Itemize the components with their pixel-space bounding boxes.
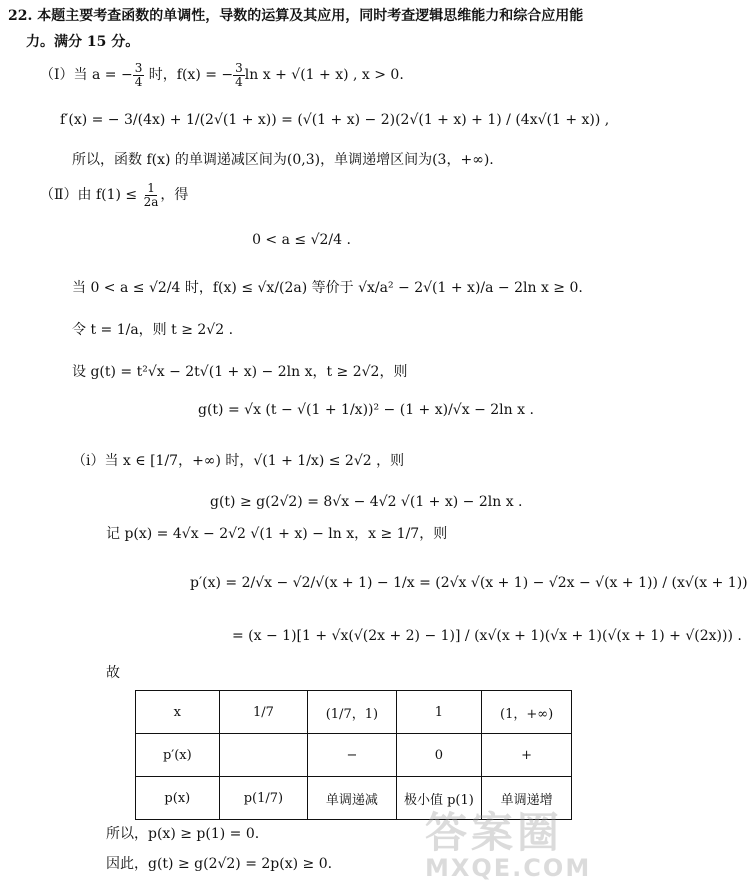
table-cell: 1/7 xyxy=(219,691,308,734)
table-row xyxy=(136,777,572,820)
table-cell: p(x) xyxy=(136,777,220,820)
part1-statement xyxy=(40,62,404,88)
table-row xyxy=(136,734,572,777)
part1-derivative: f′(x) = − 3/(4x) + 1/(2√(1 + x)) = (√(1 + x) − 2)(2√(1 + x) + 1) / (4x√(1 + x)) , xyxy=(60,112,610,128)
part2-let-t: 令 t = 1/a，则 t ≥ 2√2 . xyxy=(72,322,234,338)
table-cell: 单调递增 xyxy=(482,777,572,820)
part2-g-inequality: g(t) ≥ g(2√2) = 8√x − 4√2 √(1 + x) − 2ln x . xyxy=(210,494,523,510)
problem-intro-line1: 22. 本题主要考查函数的单调性，导数的运算及其应用，同时考查逻辑思维能力和综合应用能 xyxy=(8,8,584,24)
part2-define-g: 设 g(t) = t²√x − 2t√(1 + x) − 2ln x，t ≥ 2√2，则 xyxy=(72,364,408,380)
part2-tail: ，得 xyxy=(160,187,189,204)
table-cell: (1/7，1) xyxy=(308,691,396,734)
table-cell: + xyxy=(482,734,572,777)
part2-therefore: 故 xyxy=(106,665,120,681)
watermark-brand: 答案圈 xyxy=(425,808,564,857)
table-row xyxy=(136,691,572,734)
table-cell: 0 xyxy=(396,734,482,777)
sign-table xyxy=(135,690,572,820)
part2-g-form: g(t) = √x (t − √(1 + 1/x))² − (1 + x)/√x − 2ln x . xyxy=(198,402,534,418)
part2-frac: $\frac{1}{2a}$ xyxy=(143,181,159,209)
part1-mid: 时，f(x) = − xyxy=(144,67,234,84)
part2-statement xyxy=(40,182,188,208)
table-cell: − xyxy=(308,734,396,777)
part2-define-p: 记 p(x) = 4√x − 2√2 √(1 + x) − ln x，x ≥ 1/7，则 xyxy=(106,526,448,542)
part2-hence: 因此，g(t) ≥ g(2√2) = 2p(x) ≥ 0. xyxy=(106,856,333,872)
part2-so: 所以，p(x) ≥ p(1) = 0. xyxy=(106,826,260,842)
part2-p-derivative: p′(x) = 2/√x − √2/√(x + 1) − 1/x = (2√x √(x + 1) − √2x − √(x + 1)) / (x√(x + 1)) xyxy=(190,575,748,591)
table-cell: 1 xyxy=(396,691,482,734)
table-cell: p(1/7) xyxy=(219,777,308,820)
part1-tail: ln x + √(1 + x) , x > 0. xyxy=(244,67,404,84)
table-cell: 极小值 p(1) xyxy=(396,777,482,820)
part2-label: （Ⅱ）由 f(1) ≤ xyxy=(40,187,142,204)
part1-conclusion: 所以，函数 f(x) 的单调递减区间为(0,3)，单调递增区间为(3，+∞). xyxy=(72,152,494,168)
part2-range: 0 < a ≤ √2/4 . xyxy=(252,232,351,248)
table-cell xyxy=(219,734,308,777)
table-cell: p′(x) xyxy=(136,734,220,777)
table-cell: x xyxy=(136,691,220,734)
part1-frac-a: $\frac{3}{4}$ xyxy=(134,61,143,89)
part2-case-i: （ⅰ）当 x ∈ [1/7，+∞) 时，√(1 + 1/x) ≤ 2√2 ，则 xyxy=(72,453,405,469)
part2-p-derivative-factored: = (x − 1)[1 + √x(√(2x + 2) − 1)] / (x√(x + 1)(√x + 1)(√(x + 1) + √(2x))) . xyxy=(232,628,742,644)
part1-frac-b: $\frac{3}{4}$ xyxy=(235,61,243,89)
part1-label: （Ⅰ）当 a = − xyxy=(40,67,133,84)
problem-intro-line2: 力。满分 15 分。 xyxy=(26,34,140,50)
table-cell: 单调递减 xyxy=(308,777,396,820)
table-cell: (1，+∞) xyxy=(482,691,572,734)
watermark-url: MXQE.COM xyxy=(425,854,592,882)
part2-equivalence: 当 0 < a ≤ √2/4 时，f(x) ≤ √x/(2a) 等价于 √x/a² − 2√(1 + x)/a − 2ln x ≥ 0. xyxy=(72,280,583,296)
